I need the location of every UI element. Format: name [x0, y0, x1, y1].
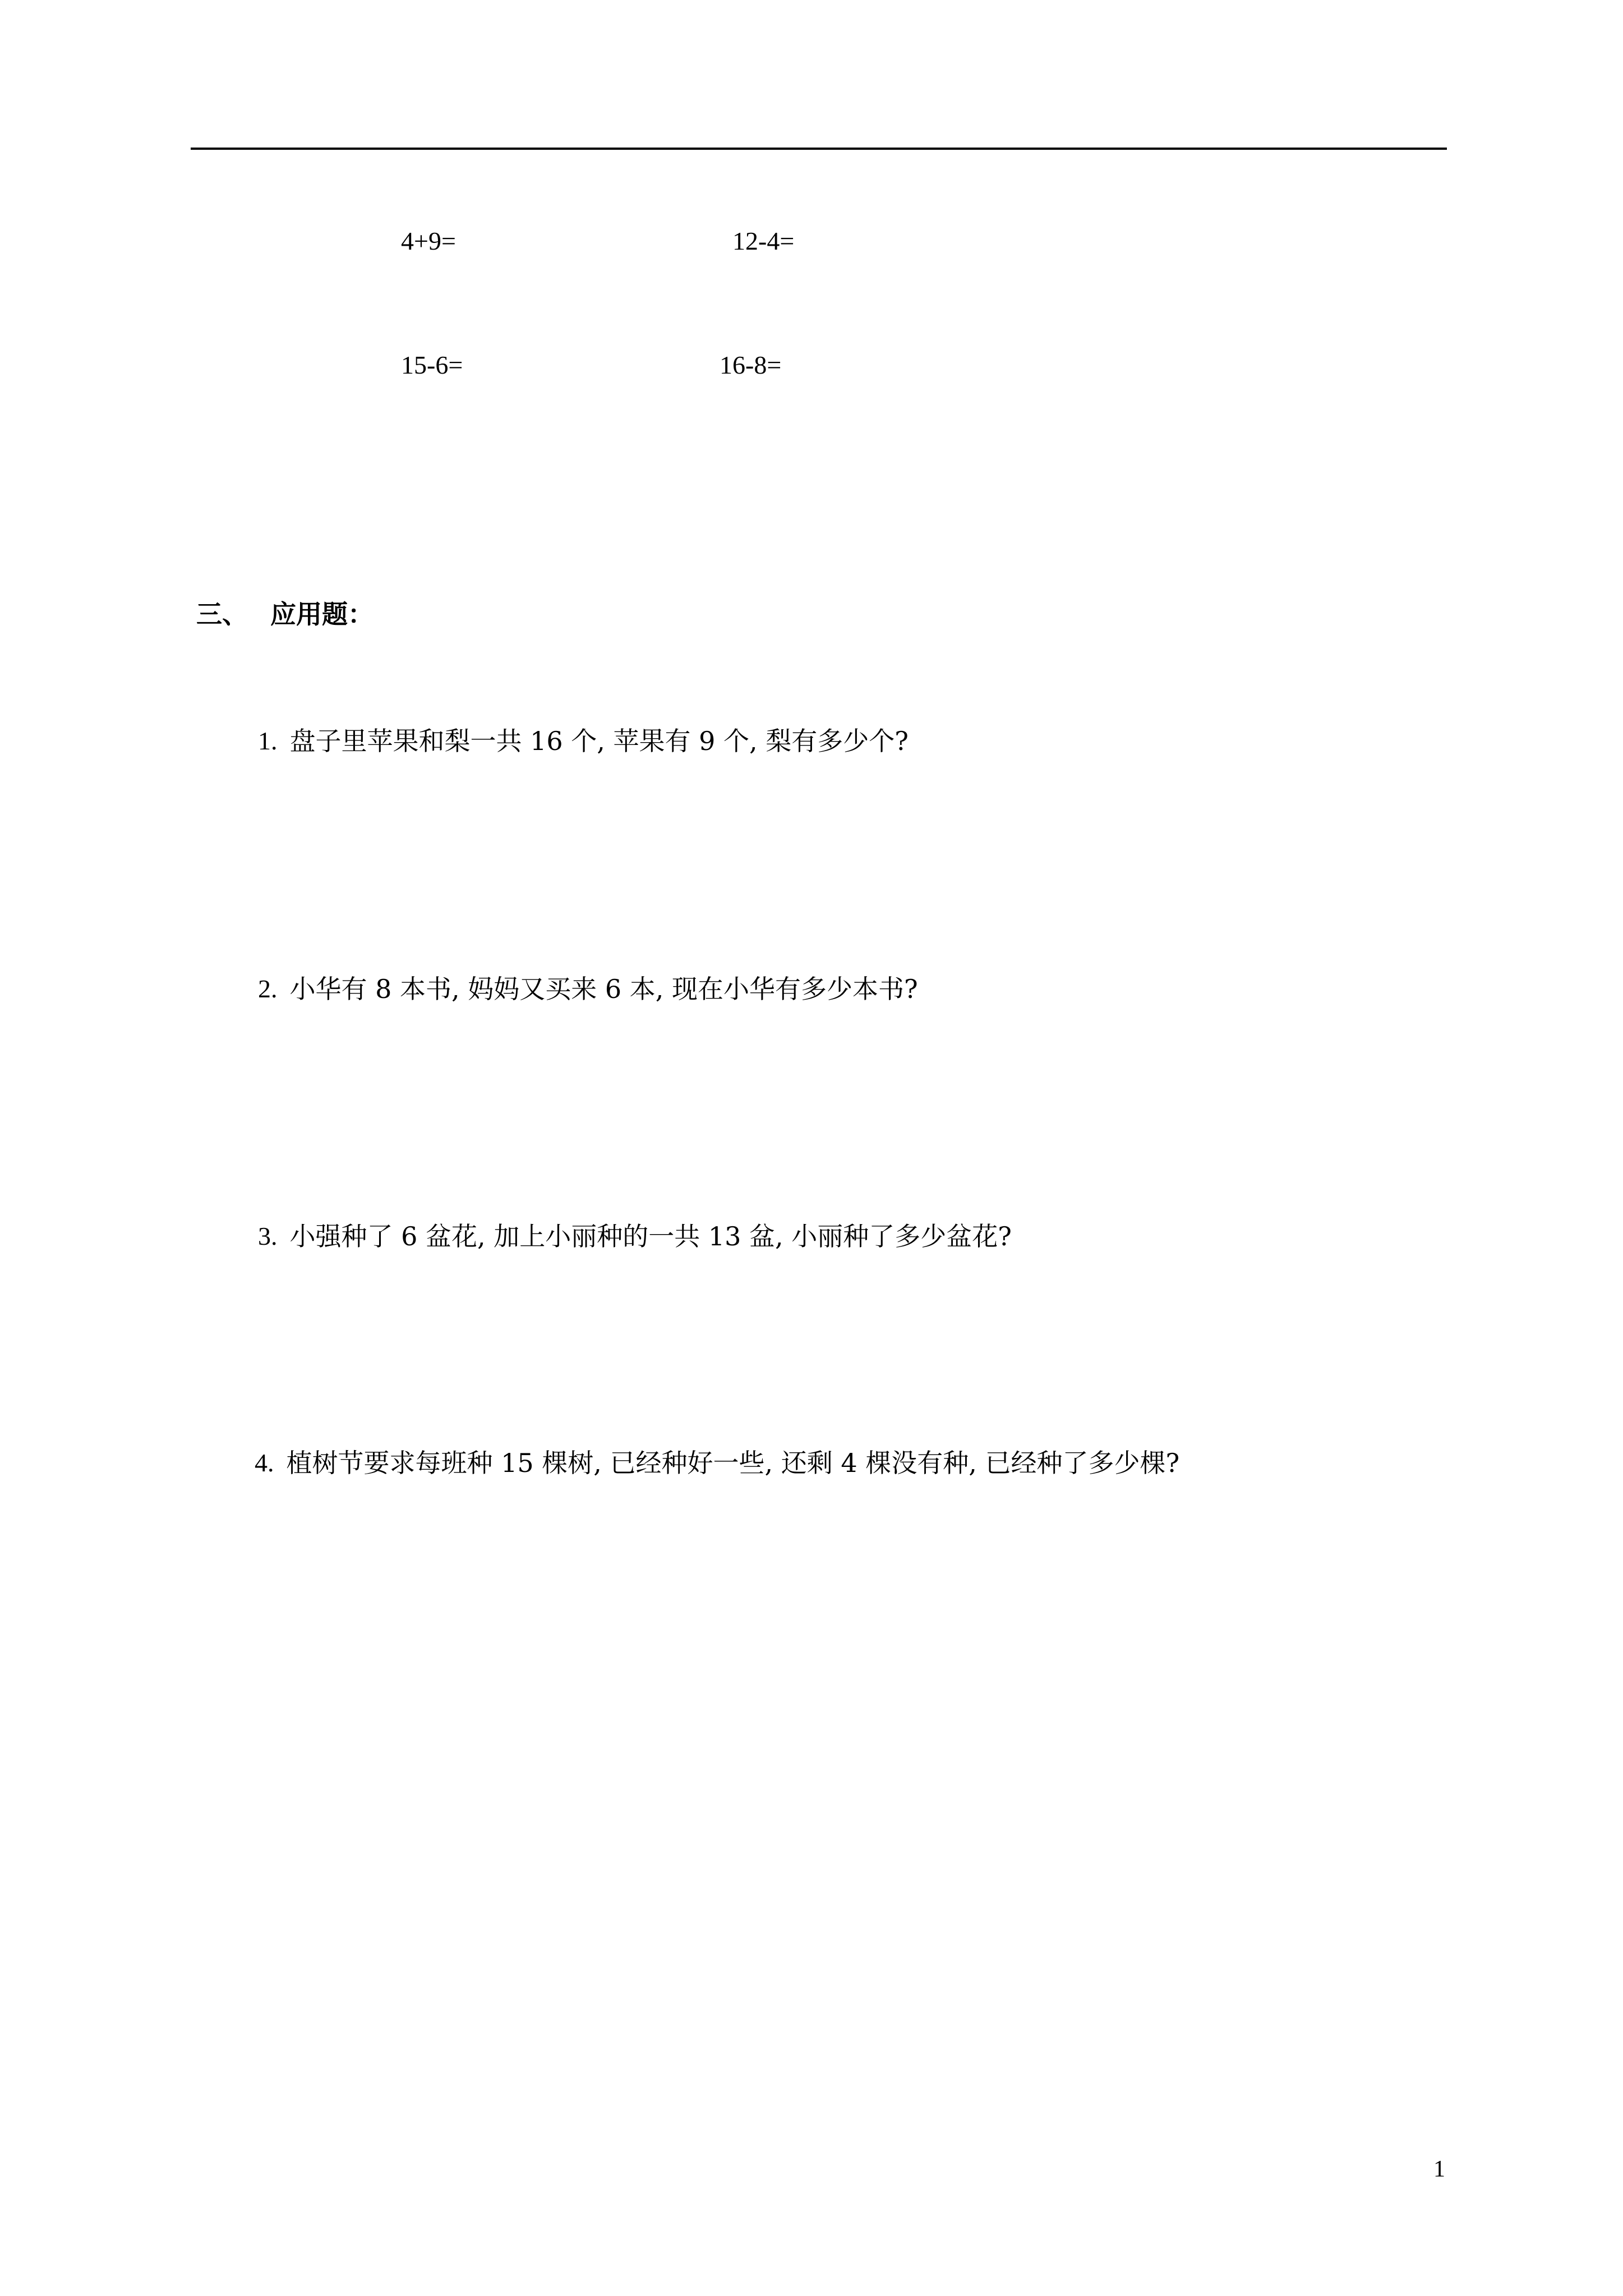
calculation-item: 15-6=	[401, 351, 463, 379]
word-problem	[255, 1450, 1179, 1476]
calculation-item: 12-4=	[732, 227, 795, 255]
calculation-item: 4+9=	[401, 227, 456, 255]
page-number: 1	[1433, 2156, 1445, 2182]
problem-number: 3.	[258, 1222, 278, 1250]
problem-number: 2.	[258, 974, 278, 1003]
problem-number: 4.	[255, 1448, 274, 1477]
problem-text: 植树节要求每班种 15 棵树, 已经种好一些, 还剩 4 棵没有种, 已经种了多少棵?	[286, 1448, 1180, 1478]
calculation-item: 16-8=	[720, 351, 782, 379]
section-number: 三、	[196, 599, 248, 629]
problem-text: 小华有 8 本书, 妈妈又买来 6 本, 现在小华有多少本书?	[289, 974, 918, 1004]
problem-text: 盘子里苹果和梨一共 16 个, 苹果有 9 个, 梨有多少个?	[289, 726, 909, 756]
problem-number: 1.	[258, 726, 278, 755]
word-problem	[258, 1223, 1012, 1249]
section-heading	[196, 601, 374, 627]
word-problem	[258, 976, 918, 1002]
section-title: 应用题：	[270, 599, 374, 629]
problem-text: 小强种了 6 盆花, 加上小丽种的一共 13 盆, 小丽种了多少盆花?	[289, 1221, 1012, 1251]
header-rule	[191, 148, 1447, 150]
word-problem	[258, 728, 909, 754]
